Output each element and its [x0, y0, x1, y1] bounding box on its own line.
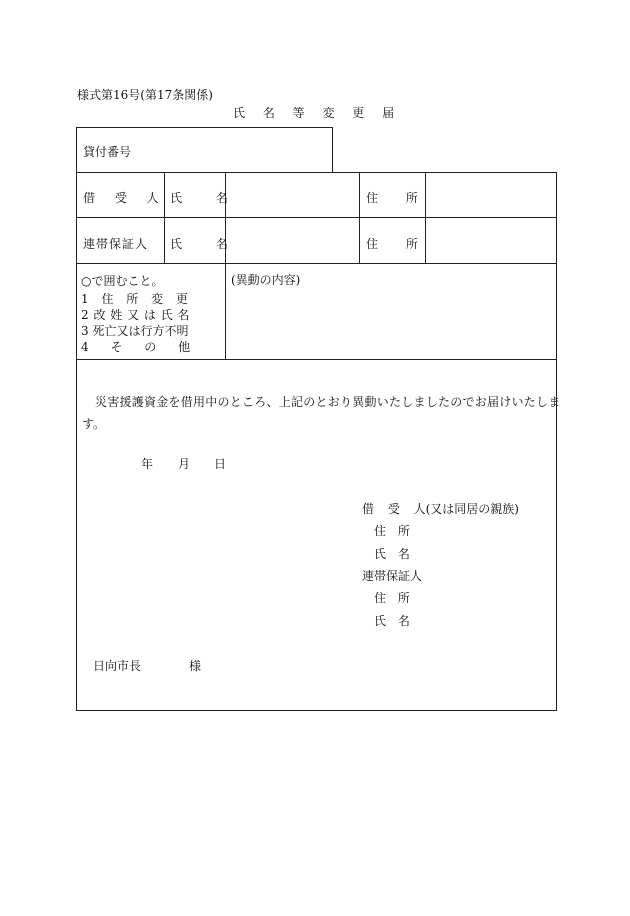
addressee-honorific: 様 — [189, 659, 202, 673]
form-number: 様式第16号(第17条関係) — [77, 88, 213, 102]
guarantor-role-label: 連帯保証人 — [83, 237, 149, 251]
guarantor-address-label: 住 所 — [366, 237, 418, 251]
borrower-name-field[interactable] — [230, 182, 355, 210]
change-option-address[interactable]: 1 住 所 変 更 — [81, 292, 188, 306]
addressee-recipient: 日向市長 — [93, 659, 142, 673]
change-option-name[interactable]: 2 改 姓 又 は 氏 名 — [81, 308, 190, 322]
change-option-other[interactable]: 4 そ の 他 — [81, 340, 191, 354]
loan-number-field[interactable] — [140, 143, 325, 161]
date-day: 日 — [214, 457, 227, 471]
statement-line-1: 災害援護資金を借用中のところ、上記のとおり異動いたしましたのでお届けいたしま — [95, 395, 561, 409]
signature-borrower-heading: 借 受 人(又は同居の親族) — [362, 502, 519, 516]
statement-line-2: す。 — [82, 417, 106, 431]
signature-borrower-name: 氏 名 — [374, 547, 410, 561]
signature-borrower-address: 住 所 — [374, 524, 410, 538]
signature-guarantor-address: 住 所 — [374, 591, 410, 605]
date-month: 月 — [178, 457, 191, 471]
borrower-name-label: 氏 名 — [170, 191, 228, 205]
change-details-label: (異動の内容) — [231, 273, 301, 287]
borrower-address-label: 住 所 — [366, 191, 418, 205]
borrower-address-field[interactable] — [430, 182, 552, 210]
guarantor-name-label: 氏 名 — [170, 237, 228, 251]
change-details-field[interactable] — [231, 290, 551, 354]
change-instruction: ○で囲むこと。 — [81, 274, 164, 288]
change-option-death[interactable]: 3 死亡又は行方不明 — [81, 324, 189, 338]
guarantor-name-field[interactable] — [230, 227, 355, 255]
signature-guarantor-name: 氏 名 — [374, 614, 410, 628]
loan-number-label: 貸付番号 — [83, 145, 132, 159]
form-title: 氏 名 等 変 更 届 — [233, 106, 395, 120]
date-year: 年 — [141, 457, 154, 471]
signature-guarantor-heading: 連帯保証人 — [362, 569, 423, 583]
borrower-role-label: 借 受 人 — [83, 191, 159, 205]
guarantor-address-field[interactable] — [430, 227, 552, 255]
